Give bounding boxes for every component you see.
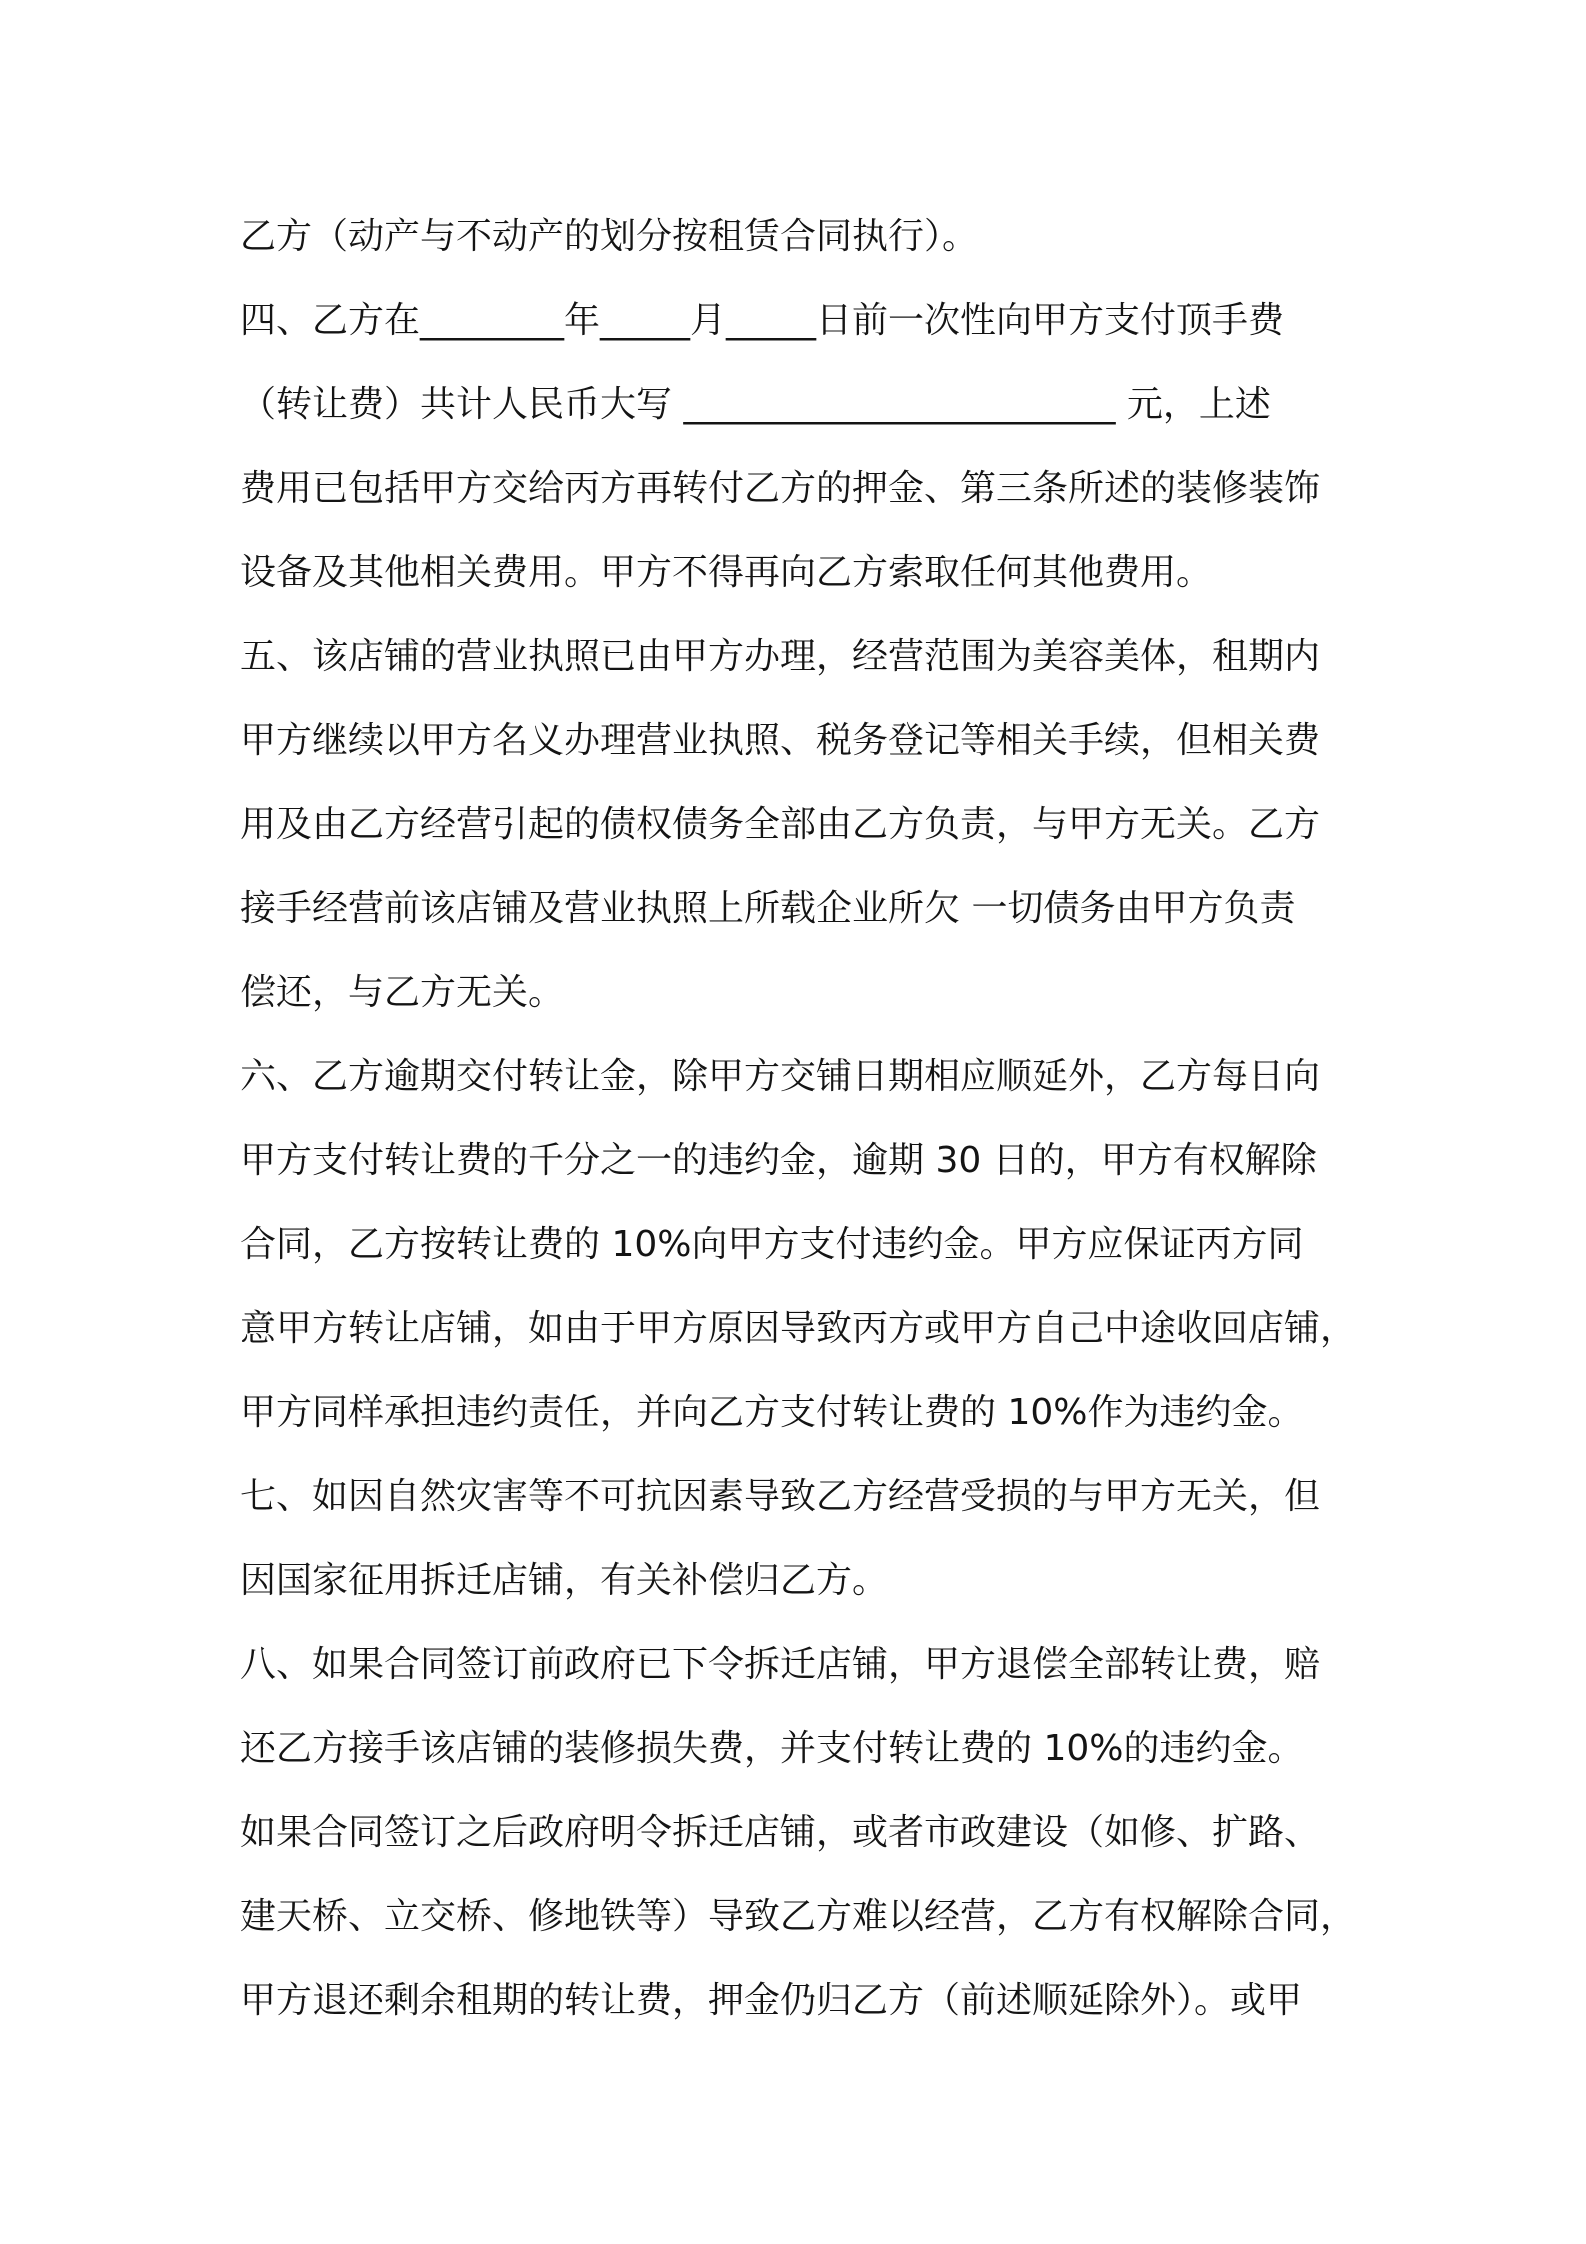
contract-text-body (240, 195, 1360, 2043)
clause-8-line-4: 建天桥、立交桥、修地铁等）导致乙方难以经营，乙方有权解除合同， (240, 1896, 1357, 1937)
text-line-1: 乙方（动产与不动产的划分按租赁合同执行）。 (240, 216, 979, 257)
clause-4-line-3: 费用已包括甲方交给丙方再转付乙方的押金、第三条所述的装修装饰 (240, 468, 1321, 509)
clause-5-line-5: 偿还，与乙方无关。 (240, 972, 565, 1013)
clause-5-line-1: 五、该店铺的营业执照已由甲方办理，经营范围为美容美体，租期内 (240, 636, 1321, 677)
clause-6-line-1: 六、乙方逾期交付转让金，除甲方交铺日期相应顺延外，乙方每日向 (240, 1056, 1321, 1097)
clause-7-line-2: 因国家征用拆迁店铺，有关补偿归乙方。 (240, 1560, 889, 1601)
clause-4-line-4: 设备及其他相关费用。甲方不得再向乙方索取任何其他费用。 (240, 552, 1213, 593)
clause-6-line-3: 合同，乙方按转让费的 10%向甲方支付违约金。甲方应保证丙方同 (240, 1224, 1304, 1265)
clause-6-line-5: 甲方同样承担违约责任，并向乙方支付转让费的 10%作为违约金。 (240, 1392, 1304, 1433)
clause-5-line-4: 接手经营前该店铺及营业执照上所载企业所欠 一切债务由甲方负责 (240, 888, 1296, 929)
clause-8-line-5: 甲方退还剩余租期的转让费，押金仍归乙方（前述顺延除外）。或甲 (240, 1980, 1303, 2021)
clause-4-line-2: （转让费）共计人民币大写 ________________________ 元，上述 (240, 384, 1271, 425)
clause-4-line-1: 四、乙方在________年_____月_____日前一次性向甲方支付顶手费 (240, 300, 1285, 341)
clause-8-line-1: 八、如果合同签订前政府已下令拆迁店铺，甲方退偿全部转让费，赔 (240, 1644, 1321, 1685)
clause-8-line-2: 还乙方接手该店铺的装修损失费，并支付转让费的 10%的违约金。 (240, 1728, 1304, 1769)
clause-6-line-2: 甲方支付转让费的千分之一的违约金，逾期 30 日的，甲方有权解除 (240, 1140, 1317, 1181)
clause-6-line-4: 意甲方转让店铺，如由于甲方原因导致丙方或甲方自己中途收回店铺， (240, 1308, 1357, 1349)
clause-5-line-3: 用及由乙方经营引起的债权债务全部由乙方负责，与甲方无关。乙方 (240, 804, 1321, 845)
clause-8-line-3: 如果合同签订之后政府明令拆迁店铺，或者市政建设（如修、扩路、 (240, 1812, 1321, 1853)
clause-7-line-1: 七、如因自然灾害等不可抗因素导致乙方经营受损的与甲方无关，但 (240, 1476, 1321, 1517)
clause-5-line-2: 甲方继续以甲方名义办理营业执照、税务登记等相关手续，但相关费 (240, 720, 1321, 761)
